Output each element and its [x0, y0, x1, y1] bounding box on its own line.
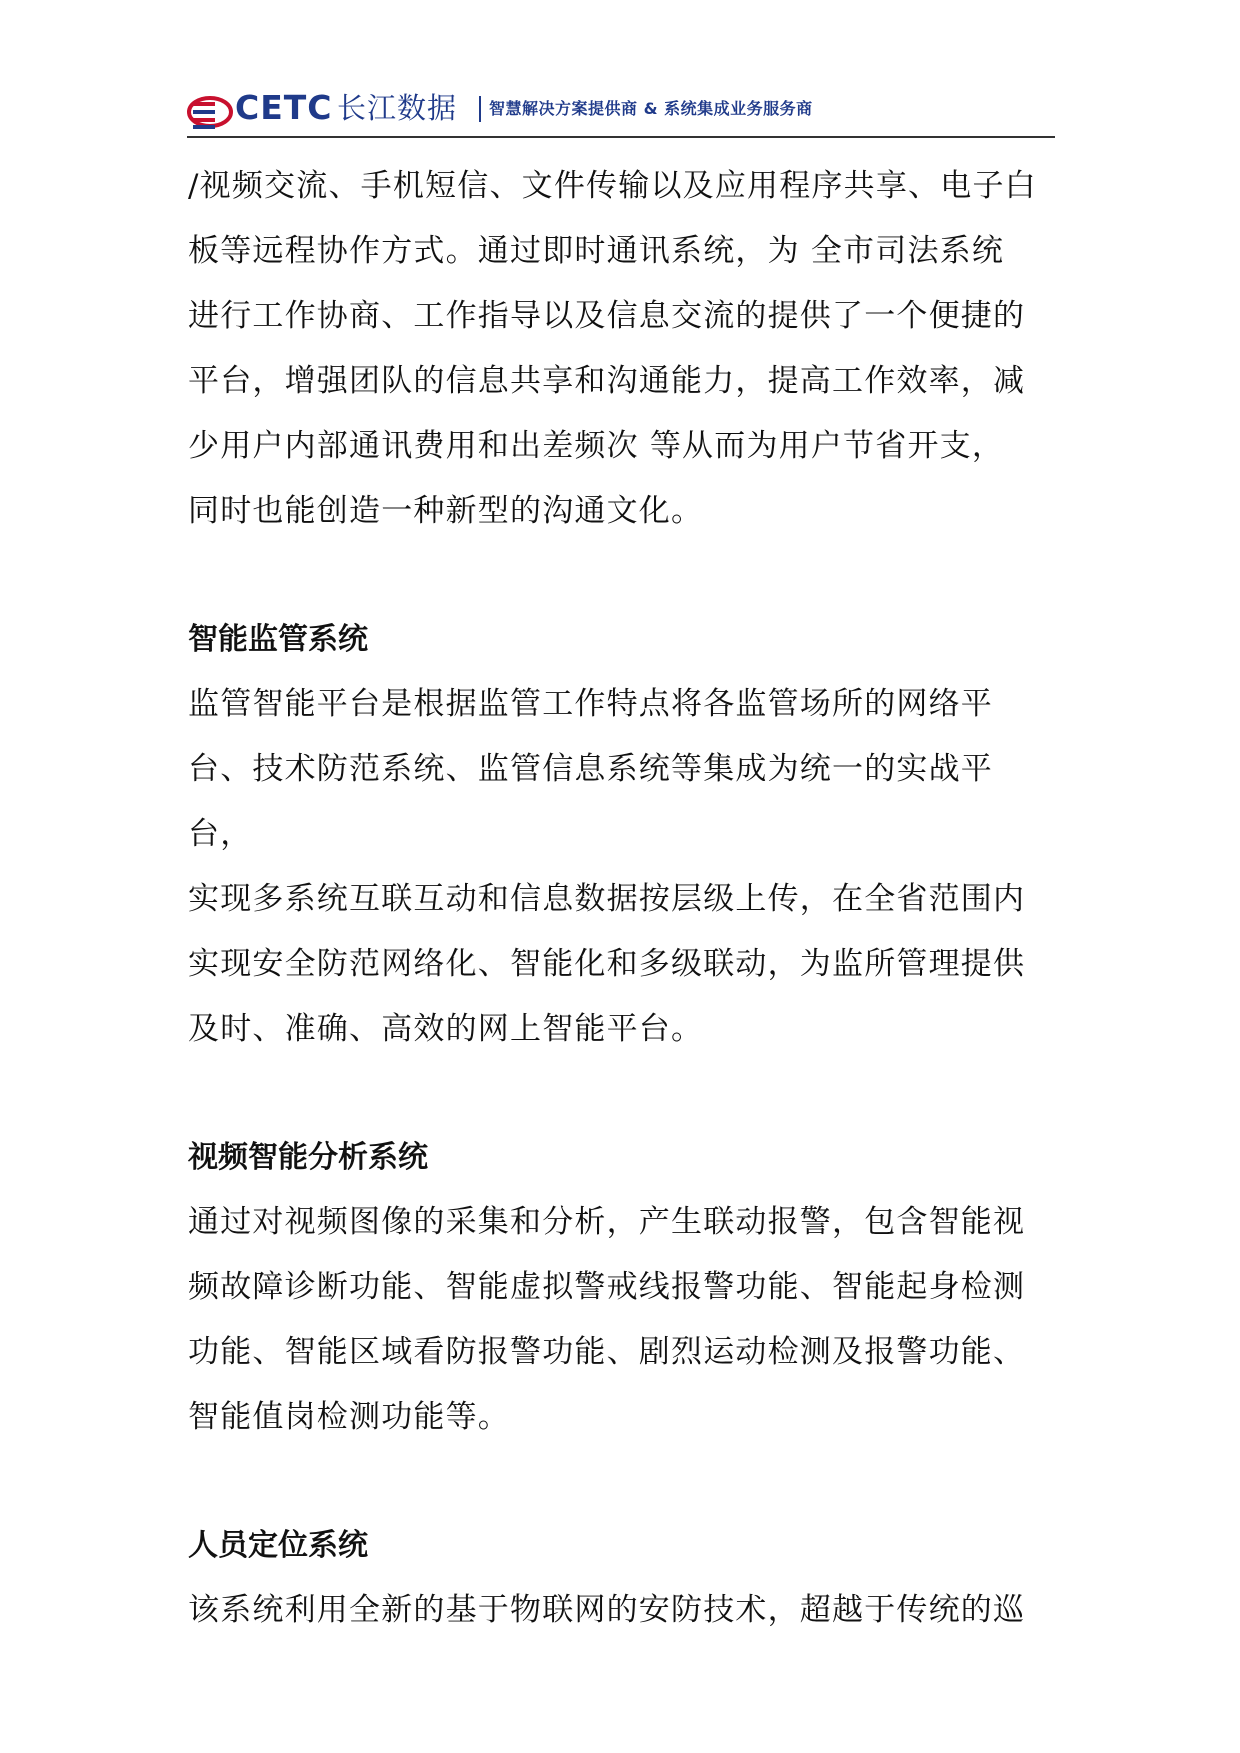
document-body [188, 154, 1056, 1643]
header-tagline: 智慧解决方案提供商 & 系统集成业务服务商 [489, 99, 813, 118]
body-line: 平台，增强团队的信息共享和沟通能力，提高工作效率，减 [188, 363, 1026, 399]
body-line: 少用户内部通讯费用和出差频次 等从而为用户节省开支， [188, 428, 1005, 464]
brand-name: CETC [235, 88, 333, 127]
section-heading: 视频智能分析系统 [188, 1140, 428, 1175]
body-line: 频故障诊断功能、智能虚拟警戒线报警功能、智能起身检测 [188, 1269, 1026, 1305]
body-line: 台、技术防范系统、监管信息系统等集成为统一的实战平台， [188, 751, 993, 852]
body-line: 该系统利用全新的基于物联网的安防技术，超越于传统的巡 [188, 1592, 1026, 1628]
body-line: 智能值岗检测功能等。 [188, 1399, 510, 1435]
section-heading: 智能监管系统 [188, 622, 368, 657]
body-line: 通过对视频图像的采集和分析，产生联动报警，包含智能视 [188, 1204, 1026, 1240]
body-line: 实现多系统互联互动和信息数据按层级上传，在全省范围内 [188, 881, 1026, 917]
body-line: 实现安全防范网络化、智能化和多级联动，为监所管理提供 [188, 946, 1026, 982]
body-line: 监管智能平台是根据监管工作特点将各监管场所的网络平 [188, 686, 993, 722]
page-header [187, 86, 1055, 136]
cetc-logo-icon [187, 92, 233, 132]
brand-name-cn: 长江数据 [337, 91, 458, 125]
body-line: 功能、智能区域看防报警功能、剧烈运动检测及报警功能、 [188, 1334, 1026, 1370]
body-line: 板等远程协作方式。通过即时通讯系统，为 全市司法系统 [188, 233, 1005, 269]
body-line: 进行工作协商、工作指导以及信息交流的提供了一个便捷的 [188, 298, 1026, 334]
body-line: /视频交流、手机短信、文件传输以及应用程序共享、电子白 [188, 168, 1037, 204]
section-heading: 人员定位系统 [188, 1528, 368, 1563]
header-separator [479, 96, 481, 122]
header-rule [187, 136, 1055, 138]
body-line: 及时、准确、高效的网上智能平台。 [188, 1011, 704, 1047]
body-line: 同时也能创造一种新型的沟通文化。 [188, 493, 704, 529]
